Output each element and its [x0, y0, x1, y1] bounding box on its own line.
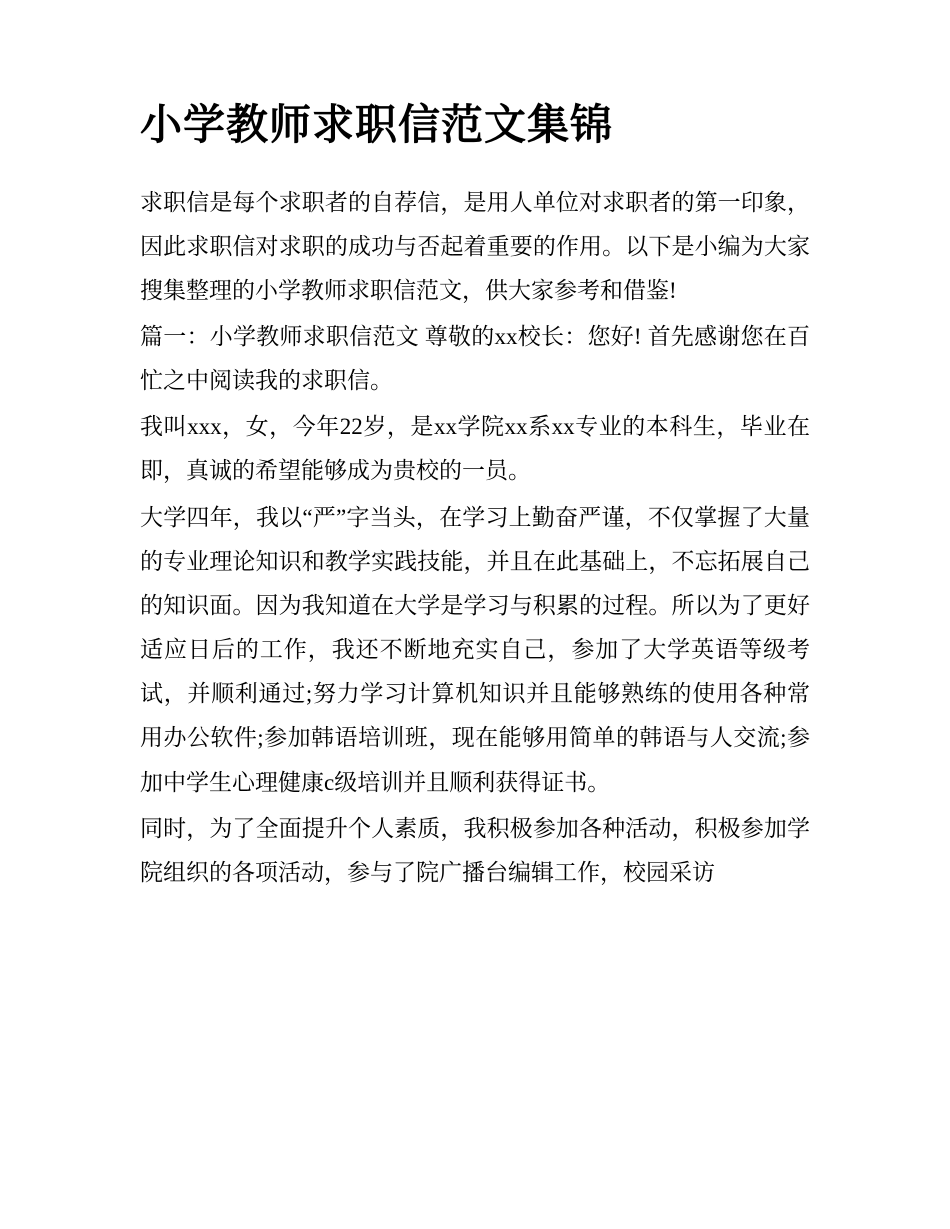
paragraph: 我叫xxx，女，今年22岁，是xx学院xx系xx专业的本科生，毕业在即，真诚的希望能够成为贵校的一员。 [140, 414, 810, 484]
page-title: 小学教师求职信范文集锦 [140, 103, 614, 149]
paragraph: 求职信是每个求职者的自荐信，是用人单位对求职者的第一印象，因此求职信对求职的成功与否起着重要的作用。以下是小编为大家搜集整理的小学教师求职信范文，供大家参考和借鉴! [140, 189, 810, 303]
paragraph: 篇一：小学教师求职信范文 尊敬的xx校长：您好! 首先感谢您在百忙之中阅读我的求职信。 [140, 323, 810, 394]
paragraph: 同时，为了全面提升个人素质，我积极参加各种活动，积极参加学院组织的各项活动，参与了院广播台编辑工作，校园采访 [140, 815, 810, 885]
document-body [140, 181, 810, 896]
paragraph: 大学四年，我以“严”字当头，在学习上勤奋严谨，不仅掌握了大量的专业理论知识和教学实践技能，并且在此基础上，不忘拓展自己的知识面。因为我知道在大学是学习与积累的过程。所以为了更好适应日后的工作，我还不断地充实自己，参加了大学英语等级考试，并顺利通过;努力学习计算机知识并且能够熟练的使用各种常用办公软件;参加韩语培训班，现在能够用简单的韩语与人交流;参加中学生心理健康c级培训并且顺利获得证书。 [140, 504, 810, 795]
